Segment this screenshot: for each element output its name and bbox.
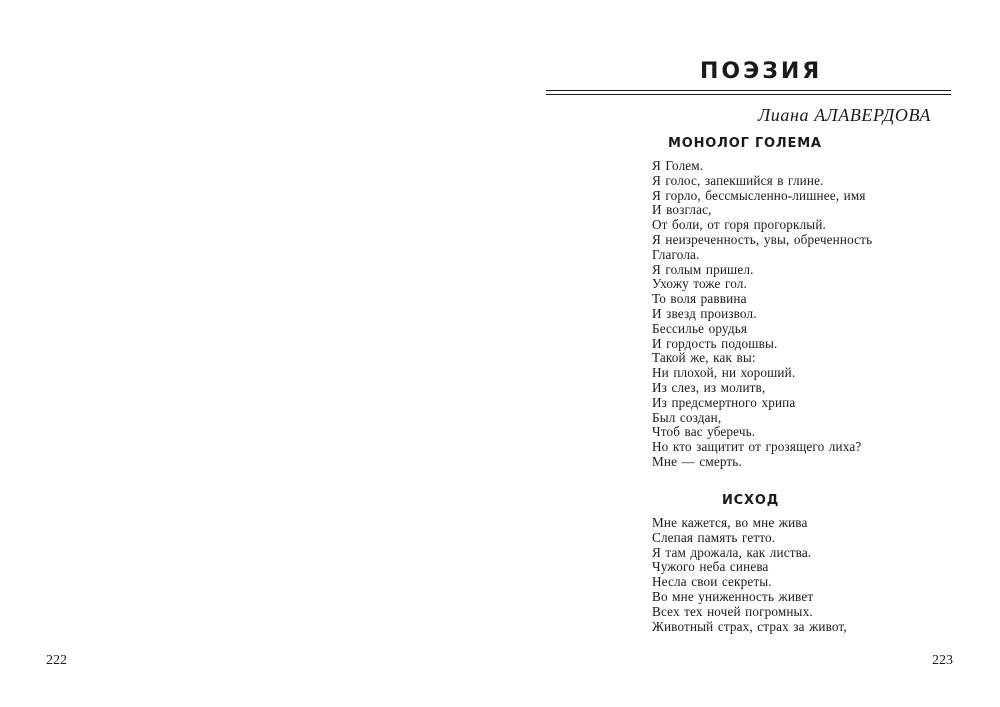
poem-line: И гордость подошвы. [652, 335, 778, 351]
poem-line: Во мне униженность живет [652, 588, 814, 604]
page-number-right: 223 [932, 653, 953, 668]
header-rule-bottom [546, 94, 951, 95]
poem-line: Мне — смерть. [652, 453, 742, 469]
poem-line: И возглас, [652, 202, 712, 218]
poem-title: ИСХОД [722, 493, 780, 508]
poem-line: Я Голем. [652, 158, 704, 173]
poem-line: Ухожу тоже гол. [652, 276, 747, 292]
poem-line: Я неизреченность, увы, обреченность [652, 231, 873, 247]
poem-text [652, 516, 847, 634]
section-title: ПОЭЗИЯ [700, 59, 823, 84]
poem-line: Слепая память гетто. [652, 529, 776, 545]
poem-line: Я голос, запекшийся в глине. [652, 172, 824, 188]
poem-line: Из слез, из молитв, [652, 379, 766, 395]
poem-line: Глагола. [652, 246, 700, 262]
poem-line: Мне кажется, во мне жива [652, 515, 808, 530]
page-number-left: 222 [46, 653, 67, 668]
poem-line: Был создан, [652, 409, 722, 425]
poem-line: Чтоб вас уберечь. [652, 424, 756, 440]
poem-line: Животный страх, страх за живот, [652, 618, 847, 634]
poem-line: Я голым пришел. [652, 261, 754, 277]
poem-line: То воля раввина [652, 291, 747, 307]
poem-line: Бессилье орудья [652, 320, 748, 336]
poem-title: МОНОЛОГ ГОЛЕМА [668, 136, 822, 151]
poem-line: Всех тех ночей погромных. [652, 603, 813, 619]
poem-line: Несла свои секреты. [652, 574, 772, 590]
header-rule-top [546, 90, 951, 91]
author-name: Лиана АЛАВЕРДОВА [758, 105, 931, 125]
poem-line: Я там дрожала, как листва. [652, 544, 812, 560]
poem-text [652, 159, 872, 470]
right-page [500, 0, 1000, 707]
poem-line: Чужого неба синева [652, 559, 769, 575]
poem-line: И звезд произвол. [652, 305, 757, 321]
poem-line: Из предсмертного хрипа [652, 394, 796, 410]
poem-line: От боли, от горя прогорклый. [652, 217, 826, 233]
poem-line: Но кто защитит от грозящего лиха? [652, 439, 862, 455]
poem-line: Такой же, как вы: [652, 350, 756, 366]
poem-line: Я горло, бессмысленно-лишнее, имя [652, 187, 866, 203]
poem-line: Ни плохой, ни хороший. [652, 365, 796, 381]
